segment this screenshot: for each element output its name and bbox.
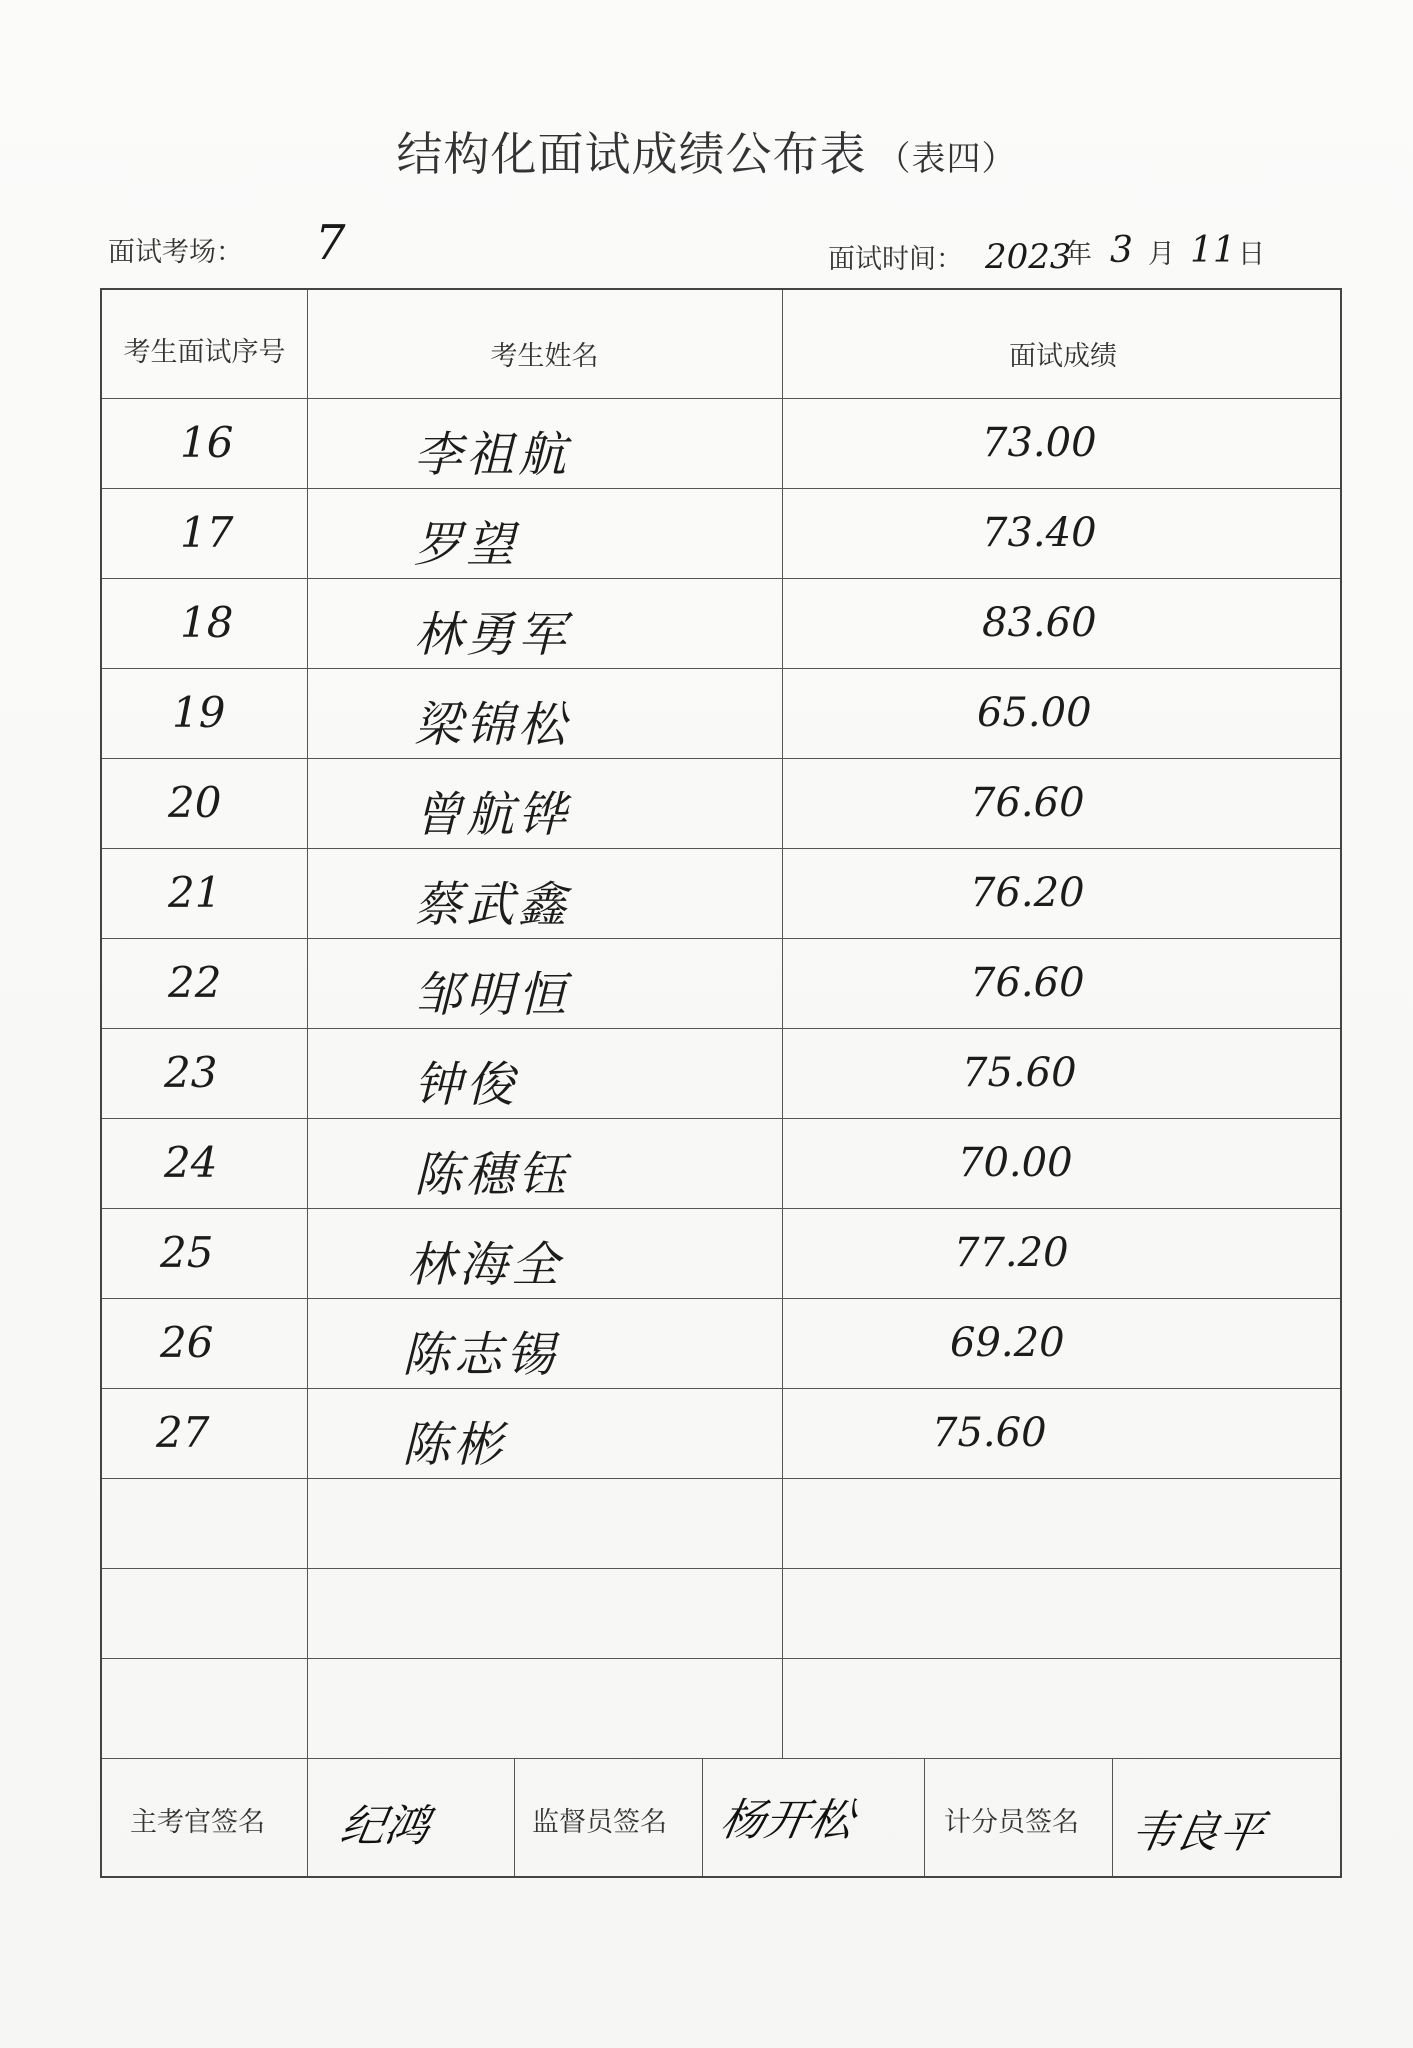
date-year-unit: 年 — [1065, 239, 1092, 270]
row-line — [102, 1028, 1340, 1029]
row-line — [102, 938, 1340, 939]
venue-value: 7 — [315, 215, 346, 271]
sig-divider — [514, 1758, 515, 1876]
title-text: 结构化面试成绩公布表 — [396, 127, 867, 181]
row-score: 76.60 — [970, 960, 1085, 1006]
col-divider-1 — [307, 290, 308, 1758]
row-score: 73.00 — [982, 420, 1097, 466]
date-month-unit: 月 — [1148, 239, 1175, 270]
col-divider-2 — [782, 290, 783, 1758]
row-number: 24 — [164, 1138, 218, 1187]
sig-divider — [1112, 1758, 1113, 1876]
row-name: 林海全 — [407, 1237, 564, 1293]
row-name: 邹明恒 — [414, 967, 571, 1023]
row-line — [102, 668, 1340, 669]
row-score: 69.20 — [950, 1320, 1065, 1366]
row-line — [102, 1118, 1340, 1119]
row-number: 22 — [168, 958, 222, 1007]
row-number: 16 — [180, 418, 234, 467]
row-line — [102, 578, 1340, 579]
subtitle: （表四） — [876, 139, 1017, 179]
row-name: 蔡武鑫 — [414, 877, 571, 933]
row-line — [102, 1568, 1340, 1569]
header-score: 面试成绩 — [1009, 341, 1117, 372]
date-day: 11 — [1190, 230, 1236, 271]
row-name: 陈志锡 — [402, 1327, 559, 1383]
row-score: 83.60 — [982, 600, 1097, 646]
row-number: 27 — [156, 1408, 210, 1457]
header-name: 考生姓名 — [490, 341, 599, 372]
row-line — [102, 848, 1340, 849]
date-day-unit: 日 — [1238, 239, 1265, 270]
row-score: 75.60 — [962, 1050, 1077, 1096]
row-number: 21 — [168, 868, 222, 917]
venue-label: 面试考场： — [108, 237, 243, 268]
row-line — [102, 1208, 1340, 1209]
row-score: 73.40 — [982, 510, 1097, 556]
row-name: 梁锦松 — [414, 697, 571, 753]
row-name: 陈彬 — [402, 1417, 507, 1473]
sig-divider — [702, 1758, 703, 1876]
row-line — [102, 398, 1340, 399]
supervisor-signature: 杨开松 — [716, 1795, 858, 1846]
scorer-signature: 韦良平 — [1126, 1807, 1268, 1858]
scorer-label: 计分员签名 — [944, 1807, 1079, 1838]
row-number: 25 — [160, 1228, 214, 1277]
row-score: 65.00 — [977, 690, 1092, 736]
date-month: 3 — [1110, 230, 1133, 271]
row-number: 17 — [180, 508, 234, 557]
row-name: 钟俊 — [414, 1057, 519, 1113]
sig-divider — [924, 1758, 925, 1876]
row-score: 77.20 — [954, 1230, 1069, 1276]
row-name: 林勇军 — [414, 607, 571, 663]
row-name: 陈穗钰 — [414, 1147, 571, 1203]
row-line — [102, 1298, 1340, 1299]
time-label: 面试时间： — [828, 244, 963, 275]
row-name: 罗望 — [414, 517, 519, 573]
supervisor-label: 监督员签名 — [532, 1807, 667, 1838]
row-number: 19 — [172, 688, 226, 737]
row-line — [102, 1758, 1340, 1759]
row-line — [102, 1478, 1340, 1479]
chief-examiner-signature: 纪鸿 — [336, 1801, 434, 1852]
score-table — [100, 288, 1342, 1878]
row-name: 李祖航 — [414, 427, 571, 483]
row-number: 18 — [180, 598, 234, 647]
row-line — [102, 758, 1340, 759]
date-year: 2023 — [985, 237, 1072, 277]
row-number: 26 — [160, 1318, 214, 1367]
row-line — [102, 1388, 1340, 1389]
row-line — [102, 1658, 1340, 1659]
page-title — [0, 118, 1413, 184]
row-score: 76.20 — [970, 870, 1085, 916]
row-number: 23 — [164, 1048, 218, 1097]
chief-examiner-label: 主考官签名 — [130, 1807, 265, 1838]
row-number: 20 — [168, 778, 222, 827]
row-line — [102, 488, 1340, 489]
row-score: 76.60 — [970, 780, 1085, 826]
sig-divider — [307, 1758, 308, 1876]
row-name: 曾航铧 — [414, 787, 571, 843]
row-score: 70.00 — [958, 1140, 1073, 1186]
header-number: 考生面试序号 — [123, 337, 286, 368]
row-score: 75.60 — [932, 1410, 1047, 1456]
